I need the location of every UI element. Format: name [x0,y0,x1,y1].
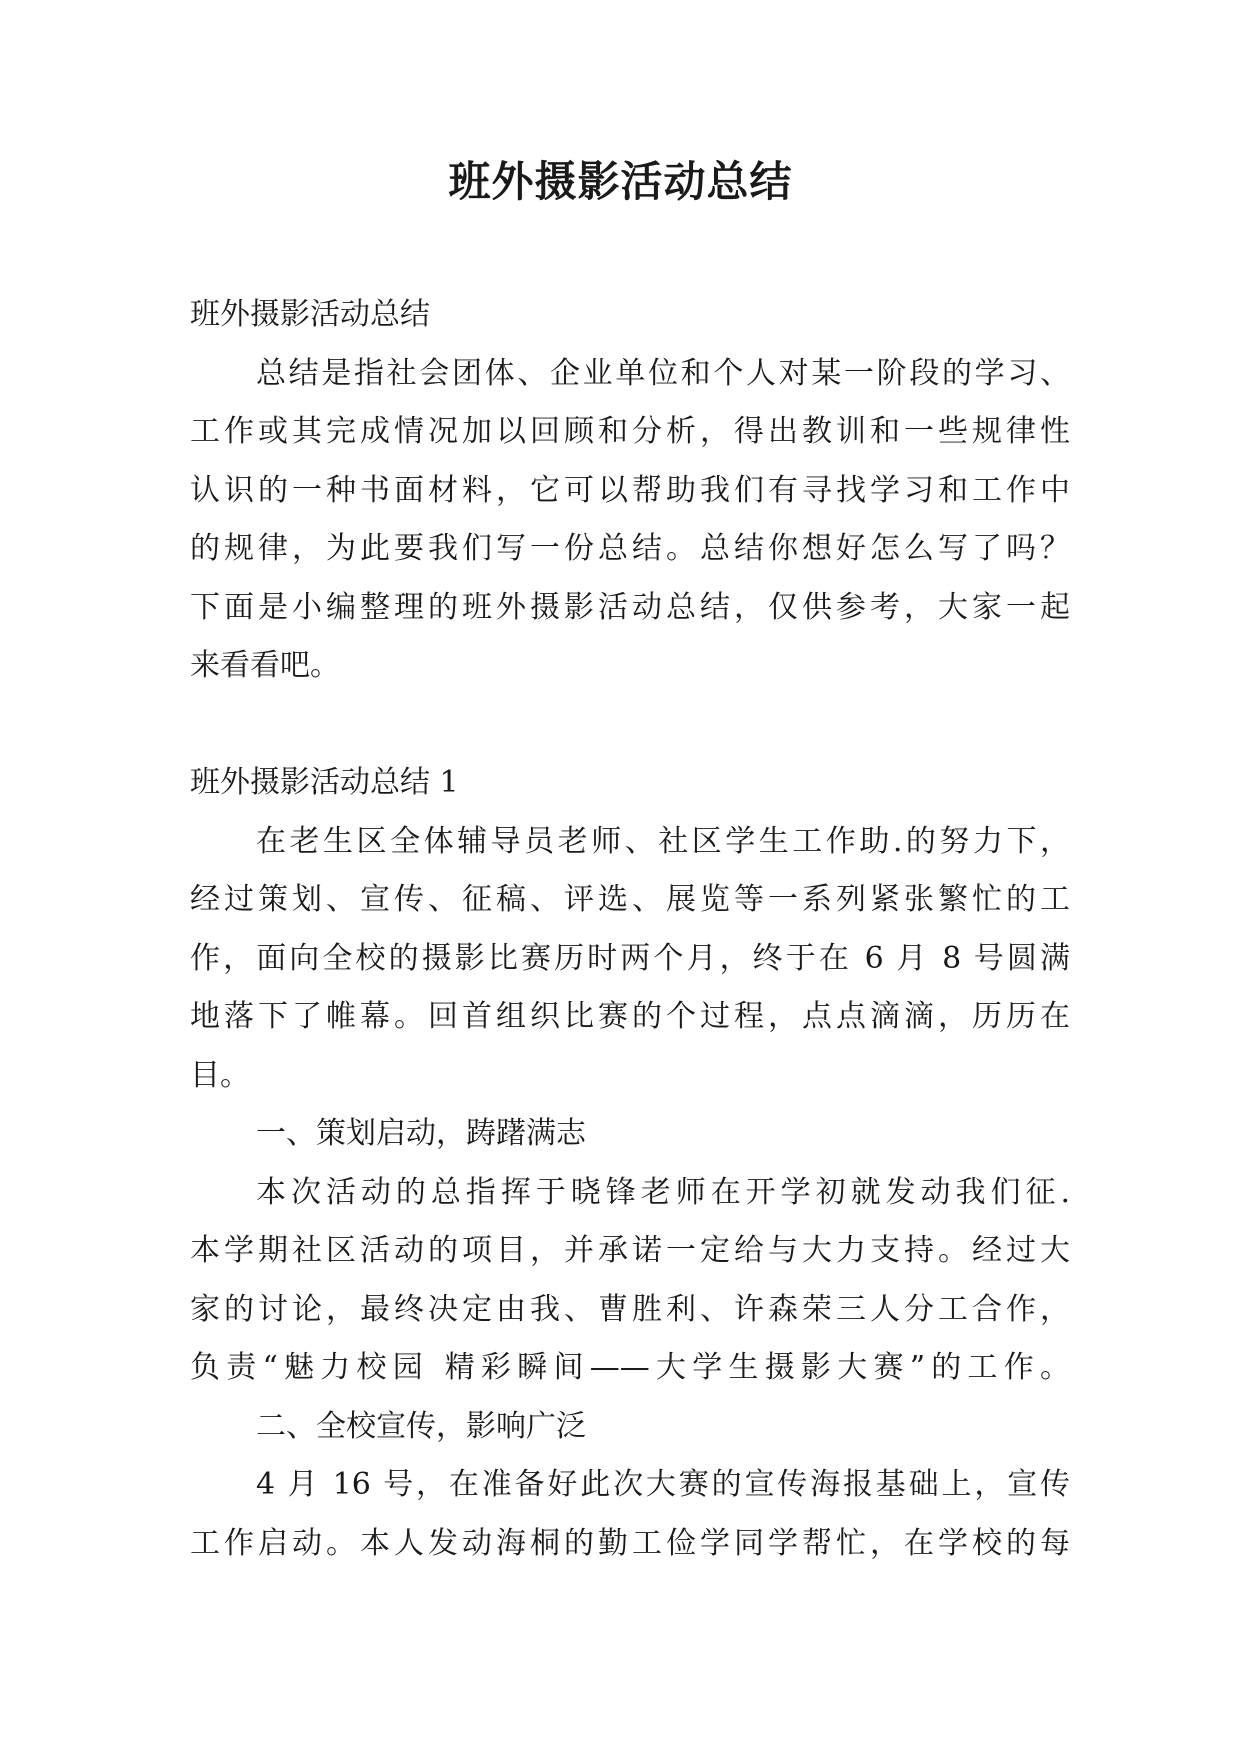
text-line: 下面是小编整理的班外摄影活动总结，仅供参考，大家一起 [190,589,1070,625]
text-line: 本次活动的总指挥于晓锋老师在开学初就发动我们征. [256,1174,1070,1210]
text-line: 班外摄影活动总结 1 [190,765,459,800]
document-body [190,286,1070,1573]
text-line: 本学期社区活动的项目，并承诺一定给与大力支持。经过大 [190,1233,1070,1268]
text-line: 班外摄影活动总结 [190,297,430,332]
text-line: 作，面向全校的摄影比赛历时两个月，终于在 6 月 8 号圆满 [190,940,1070,976]
text-line: 家的讨论，最终决定由我、曹胜利、许森荣三人分工合作， [190,1291,1070,1327]
text-line: 在老生区全体辅导员老师、社区学生工作助.的努力下， [256,823,1070,859]
text-line: 地落下了帷幕。回首组织比赛的个过程，点点滴滴，历历在 [190,999,1070,1034]
text-line: 目。 [190,1057,250,1093]
text-line: 工作或其完成情况加以回顾和分析，得出教训和一些规律性 [190,414,1070,449]
paragraph-gap [190,696,1070,755]
text-line: 二、全校宣传，影响广泛 [256,1408,586,1444]
text-line: 工作启动。本人发动海桐的勤工俭学同学帮忙，在学校的每 [190,1525,1070,1561]
text-line: 总结是指社会团体、企业单位和个人对某一阶段的学习、 [256,355,1070,391]
text-line: 的规律，为此要我们写一份总结。总结你想好怎么写了吗？ [190,531,1070,566]
text-line: 负责“魅力校园 精彩瞬间——大学生摄影大赛”的工作。 [190,1350,1070,1385]
text-line: 一、策划启动，踌躇满志 [256,1116,586,1151]
document-title: 班外摄影活动总结 [448,157,793,206]
text-line: 4 月 16 号，在准备好此次大赛的宣传海报基础上，宣传 [256,1467,1070,1502]
text-line: 来看看吧。 [190,648,340,683]
text-line: 经过策划、宣传、征稿、评选、展览等一系列紧张繁忙的工 [190,882,1070,917]
text-line: 认识的一种书面材料，它可以帮助我们有寻找学习和工作中 [190,472,1070,508]
